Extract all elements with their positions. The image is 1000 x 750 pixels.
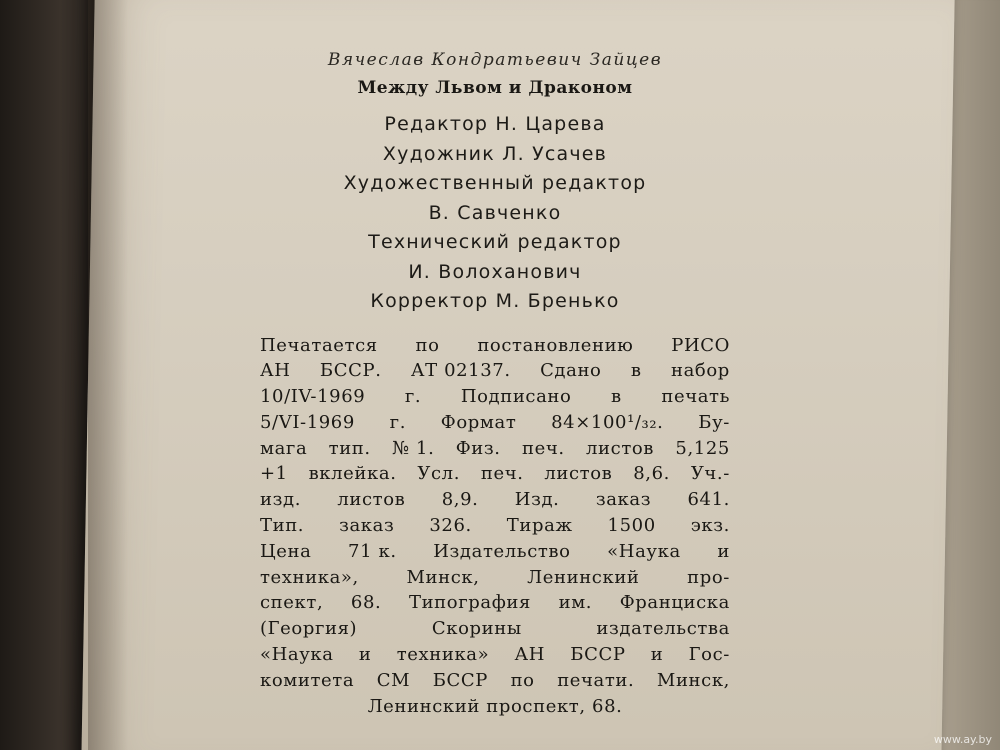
imprint-word: в — [611, 386, 622, 408]
imprint-line — [260, 410, 730, 436]
imprint-word: издательства — [596, 618, 730, 640]
imprint-word: Ленинский — [527, 566, 640, 588]
imprint-word: листов — [544, 463, 613, 485]
imprint-word: Франциска — [619, 592, 730, 614]
imprint-word: заказ — [595, 489, 652, 511]
imprint-word: постановлению — [477, 334, 634, 356]
imprint-word: Гос- — [688, 644, 730, 666]
imprint-word: «Наука — [260, 644, 334, 666]
watermark: www.ay.by — [933, 733, 992, 746]
imprint-word: 68. — [350, 592, 382, 614]
imprint-word: 84×100¹/₃₂. — [551, 411, 664, 433]
imprint-word: изд. — [260, 489, 302, 511]
book-title: Между Львом и Драконом — [357, 78, 633, 98]
imprint-word: спект, — [260, 592, 324, 614]
imprint-word: набор — [671, 360, 730, 382]
imprint-word: и — [650, 644, 664, 666]
imprint-word: БССР — [432, 669, 489, 691]
imprint-word: Тираж — [506, 515, 573, 537]
imprint-word: Цена — [260, 540, 312, 562]
imprint-word: техника», — [260, 566, 359, 588]
credit-line: Художник Л. Усачев — [382, 142, 608, 165]
imprint-word: и — [717, 540, 730, 562]
imprint-word: про- — [687, 566, 730, 588]
imprint-word: техника» — [396, 644, 490, 666]
credits-list — [260, 110, 730, 317]
imprint-word: 8,6. — [633, 463, 670, 485]
imprint-line — [260, 333, 730, 359]
imprint-word: 10/IV-1969 — [260, 386, 366, 408]
imprint-word: 71 к. — [348, 540, 397, 562]
imprint-word: Печатается — [260, 334, 378, 356]
imprint-word: печ. — [480, 463, 524, 485]
imprint-word: СМ — [376, 669, 411, 691]
imprint-line — [260, 384, 730, 410]
imprint-word: БССР. — [319, 360, 382, 382]
imprint-word: Минск, — [656, 669, 730, 691]
imprint-word: мага — [260, 437, 308, 459]
imprint-word: в — [630, 360, 642, 382]
imprint-line — [260, 487, 730, 513]
imprint-line — [260, 642, 730, 668]
imprint-word: г. — [404, 386, 422, 408]
author-name: Вячеслав Кондратьевич Зайцев — [327, 50, 663, 70]
imprint-line — [260, 565, 730, 591]
imprint-line — [260, 436, 730, 462]
imprint-word: 8,9. — [441, 489, 479, 511]
imprint-word: +1 — [260, 463, 288, 485]
imprint-word: Подписано — [460, 386, 572, 408]
imprint-word: Типография — [408, 592, 531, 614]
imprint-word: печ. — [521, 437, 565, 459]
imprint-word: Физ. — [455, 437, 501, 459]
credit-line: Корректор М. Бренько — [370, 290, 620, 312]
imprint-line — [260, 590, 730, 616]
imprint-word: «Наука — [607, 540, 681, 562]
credit-line: Редактор Н. Царева — [384, 113, 606, 135]
imprint-block — [260, 333, 730, 720]
imprint-word: печати. — [557, 669, 635, 691]
imprint-word: № 1. — [392, 437, 435, 459]
imprint-word: АН — [514, 644, 546, 666]
imprint-line — [260, 513, 730, 539]
imprint-line — [260, 694, 730, 720]
imprint-word: по — [510, 669, 535, 691]
imprint-word: Тип. — [260, 515, 305, 537]
imprint-word: Скорины — [431, 618, 522, 640]
imprint-word: Формат — [440, 411, 517, 433]
imprint-word: вклейка. — [308, 463, 397, 485]
imprint-word: Ленинский проспект, 68. — [367, 695, 623, 717]
imprint-line — [260, 461, 730, 487]
imprint-word: Бу- — [698, 411, 730, 433]
credit-line: В. Савченко — [428, 201, 562, 224]
imprint-word: листов — [337, 489, 406, 511]
imprint-word: тип. — [328, 437, 371, 459]
imprint-word: 326. — [429, 515, 472, 537]
imprint-line — [260, 616, 730, 642]
imprint-word: АТ 02137. — [410, 360, 511, 382]
imprint-word: печать — [661, 386, 730, 408]
imprint-word: РИСО — [671, 334, 730, 356]
imprint-word: 5,125 — [675, 437, 730, 459]
imprint-word: им. — [558, 592, 593, 614]
imprint-line — [260, 358, 730, 384]
imprint-line — [260, 539, 730, 565]
imprint-word: Минск, — [406, 566, 480, 588]
credit-line: И. Волоханович — [408, 260, 582, 283]
imprint-word: 1500 — [607, 515, 656, 537]
credit-line: Художественный редактор — [343, 172, 647, 194]
imprint-word: АН — [260, 360, 291, 382]
imprint-word: (Георгия) — [260, 618, 358, 640]
imprint-line — [260, 668, 730, 694]
imprint-word: 641. — [687, 489, 730, 511]
imprint-word: 5/VI-1969 — [260, 411, 355, 433]
imprint-word: комитета — [260, 669, 355, 691]
colophon — [260, 40, 730, 719]
imprint-word: по — [415, 334, 440, 356]
imprint-word: г. — [389, 411, 407, 433]
imprint-word: Изд. — [514, 489, 560, 511]
imprint-word: Усл. — [417, 463, 461, 485]
imprint-word: листов — [586, 437, 655, 459]
credit-line: Технический редактор — [368, 231, 622, 253]
imprint-word: БССР — [570, 644, 626, 666]
imprint-word: Уч.- — [690, 463, 730, 485]
imprint-word: Издательство — [433, 540, 571, 562]
imprint-word: заказ — [339, 515, 395, 537]
imprint-word: и — [358, 644, 372, 666]
imprint-word: экз. — [690, 515, 730, 537]
page-gutter-shadow — [88, 0, 128, 750]
imprint-word: Сдано — [540, 360, 602, 382]
